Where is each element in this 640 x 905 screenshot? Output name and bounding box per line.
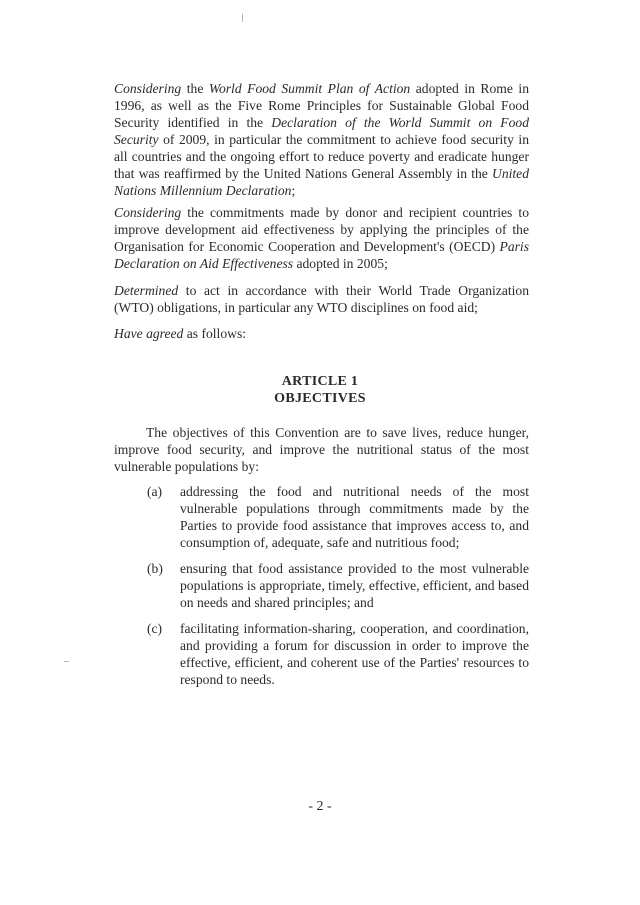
para2-text-2: adopted in 2005; xyxy=(293,256,388,271)
item-b-label: (b) xyxy=(147,561,163,576)
para1-italic-3: Declaration of the World Summit on Food Security xyxy=(114,115,529,147)
preamble-paragraph-4 xyxy=(114,325,529,342)
scan-mark-left xyxy=(64,661,69,662)
para1-text-2: adopted in Rome in 1996, as well as the Five Rome Principles for Sustainable Global Food Security identified in the xyxy=(114,81,529,130)
para3-text-1: to act in accordance with their World Trade Organization (WTO) obligations, in particular any WTO disciplines on food aid; xyxy=(114,283,529,315)
page-number: - 2 - xyxy=(308,799,332,814)
para1-text-4: ; xyxy=(291,183,296,198)
para3-italic-1: Determined xyxy=(114,283,179,298)
article-number: ARTICLE 1 xyxy=(281,374,359,389)
para1-italic-4: United Nations Millennium Declaration xyxy=(114,166,529,198)
item-a-text: addressing the food and nutritional needs of the most vulnerable populations through commitments made by the Parties to provide food assistance that improves access to, and consumption of, adequate, safe and nutritious food; xyxy=(180,484,529,550)
para2-text-1: the commitments made by donor and recipient countries to improve development aid effectiveness by applying the principles of the Organisation for Economic Cooperation and Development's (OECD) xyxy=(114,205,529,254)
para4-text-1: as follows: xyxy=(183,326,247,341)
item-a-label: (a) xyxy=(147,484,163,499)
item-b-text: ensuring that food assistance provided to the most vulnerable populations is appropriate, timely, effective, efficient, and based on needs and shared principles; and xyxy=(180,561,529,610)
objectives-intro: The objectives of this Convention are to save lives, reduce hunger, improve food security, and improve the nutritional status of the most vulnerable populations by: xyxy=(114,425,529,474)
para1-text-3: of 2009, in particular the commitment to achieve food security in all countries and the ongoing effort to reduce poverty and eradicate hunger that was reaffirmed by the United Nations General Assembly in the xyxy=(114,132,529,181)
article-title: OBJECTIVES xyxy=(274,391,366,406)
para1-italic-1: Considering xyxy=(114,81,182,96)
scan-mark-top xyxy=(242,14,243,22)
para1-italic-2: World Food Summit Plan of Action xyxy=(208,81,411,96)
preamble-paragraph-1 xyxy=(114,80,529,199)
preamble-paragraph-3 xyxy=(114,282,529,316)
preamble-paragraph-2 xyxy=(114,204,529,272)
item-c-label: (c) xyxy=(147,621,163,636)
para2-italic-2: Paris Declaration on Aid Effectiveness xyxy=(114,239,529,271)
item-c-text: facilitating information-sharing, cooperation, and coordination, and providing a forum for discussion in order to improve the effective, efficient, and coherent use of the Parties' resources to respond to needs. xyxy=(180,621,529,687)
para4-italic-1: Have agreed xyxy=(114,326,184,341)
para1-text-1: the xyxy=(181,81,209,96)
para2-italic-1: Considering xyxy=(114,205,182,220)
